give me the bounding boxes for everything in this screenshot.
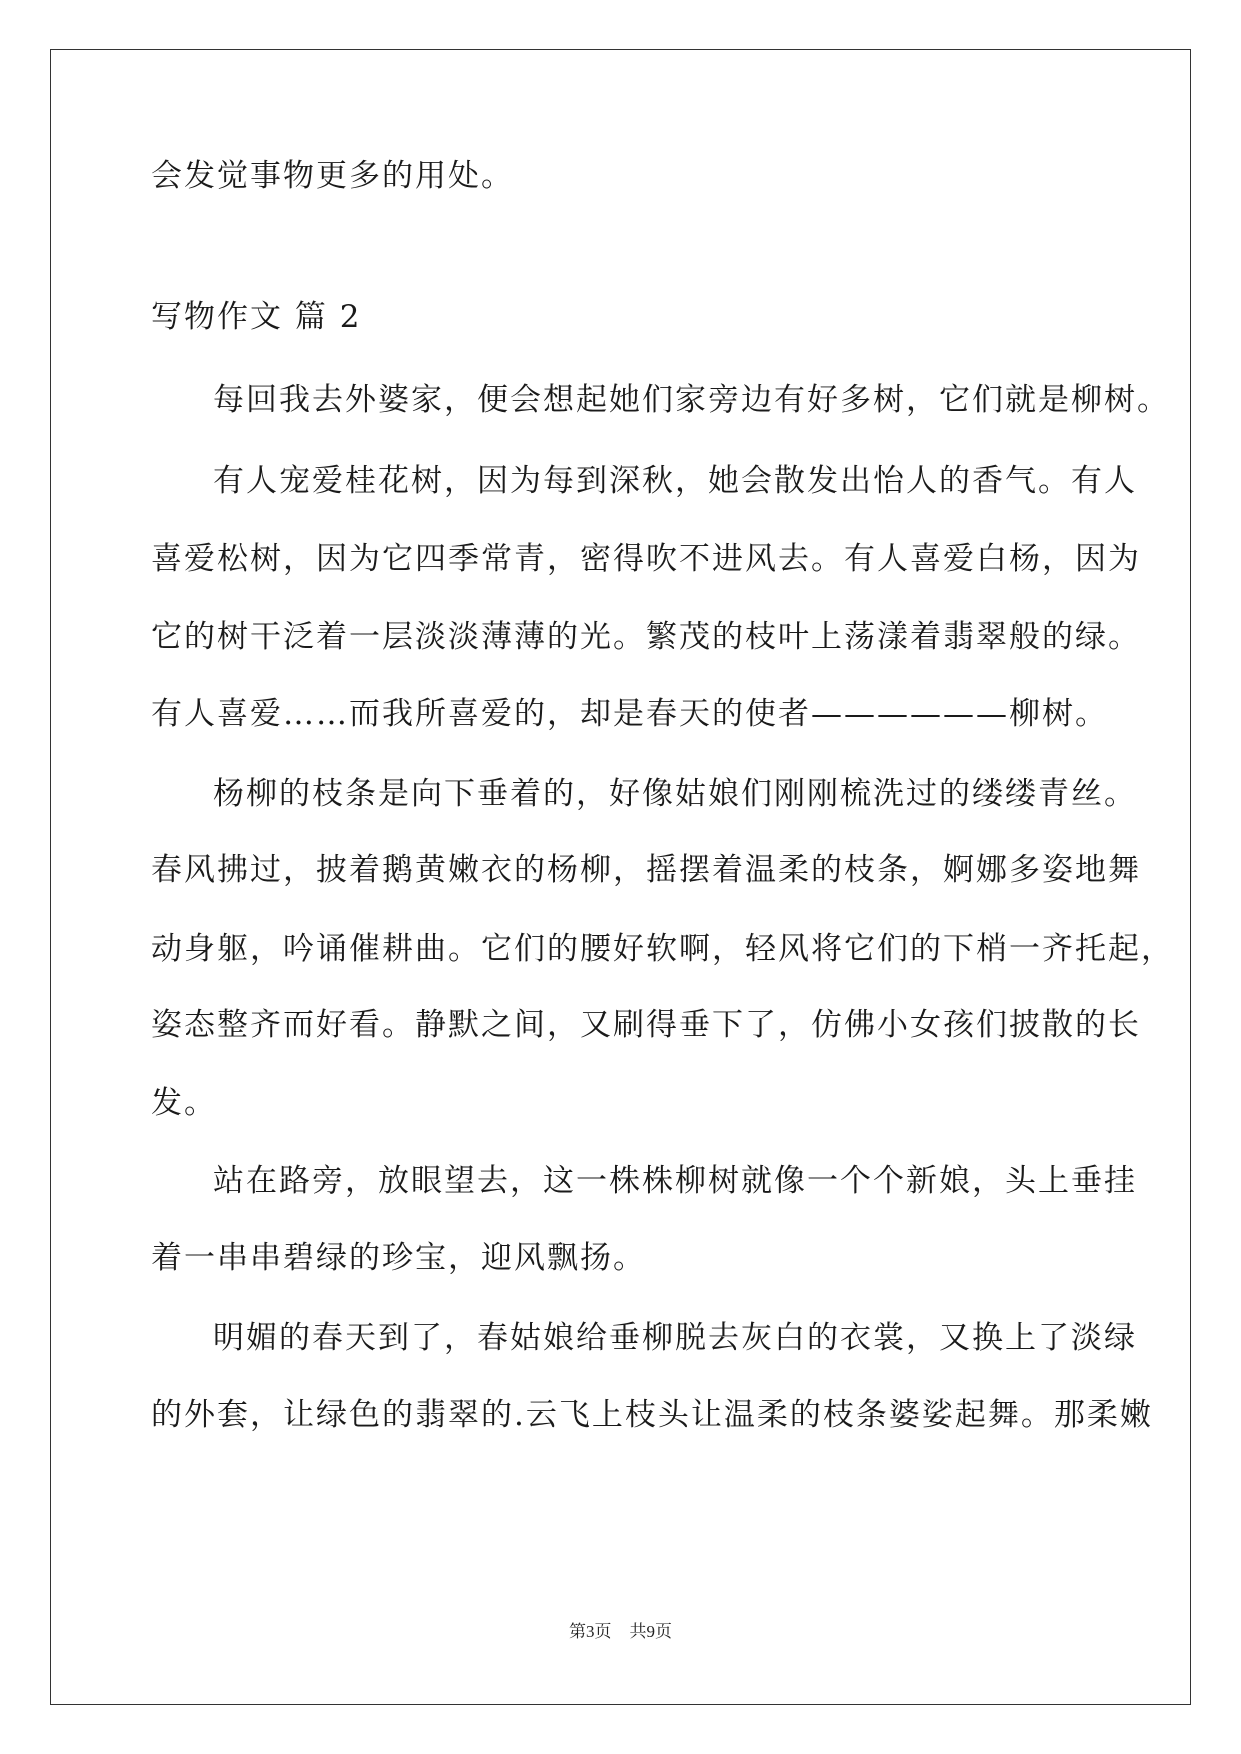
paragraph-line: 有人宠爱桂花树，因为每到深秋，她会散发出怡人的香气。有人: [213, 463, 1137, 499]
paragraph-line: 春风拂过，披着鹅黄嫩衣的杨柳，摇摆着温柔的枝条，婀娜多姿地舞: [151, 852, 1141, 888]
paragraph-line: 的外套，让绿色的翡翠的.云飞上枝头让温柔的枝条婆娑起舞。那柔嫩: [151, 1397, 1153, 1433]
page-footer: [0, 1620, 1241, 1644]
paragraph-line: 它的树干泛着一层淡淡薄薄的光。繁茂的枝叶上荡漾着翡翠般的绿。: [151, 619, 1141, 655]
paragraph-line: 有人喜爱……而我所喜爱的，却是春天的使者——————柳树。: [151, 696, 1108, 732]
paragraph-line: 喜爱松树，因为它四季常青，密得吹不进风去。有人喜爱白杨，因为: [151, 541, 1141, 577]
paragraph-line: 动身躯，吟诵催耕曲。它们的腰好软啊，轻风将它们的下梢一齐托起，: [151, 931, 1174, 967]
paragraph-line: 杨柳的枝条是向下垂着的，好像姑娘们刚刚梳洗过的缕缕青丝。: [213, 776, 1137, 812]
paragraph-line: 着一串串碧绿的珍宝，迎风飘扬。: [151, 1240, 646, 1276]
paragraph-line: 明媚的春天到了，春姑娘给垂柳脱去灰白的衣裳，又换上了淡绿: [213, 1320, 1137, 1356]
current-page-number: 第3页: [569, 1622, 612, 1641]
text-line: 会发觉事物更多的用处。: [151, 158, 514, 194]
paragraph-line: 发。: [151, 1085, 217, 1121]
total-page-count: 共9页: [629, 1622, 672, 1641]
paragraph-line: 姿态整齐而好看。静默之间，又刷得垂下了，仿佛小女孩们披散的长: [151, 1007, 1141, 1043]
section-heading: 写物作文 篇 2: [151, 299, 362, 335]
paragraph-line: 每回我去外婆家，便会想起她们家旁边有好多树，它们就是柳树。: [213, 382, 1170, 418]
paragraph-line: 站在路旁，放眼望去，这一株株柳树就像一个个新娘，头上垂挂: [213, 1163, 1137, 1199]
